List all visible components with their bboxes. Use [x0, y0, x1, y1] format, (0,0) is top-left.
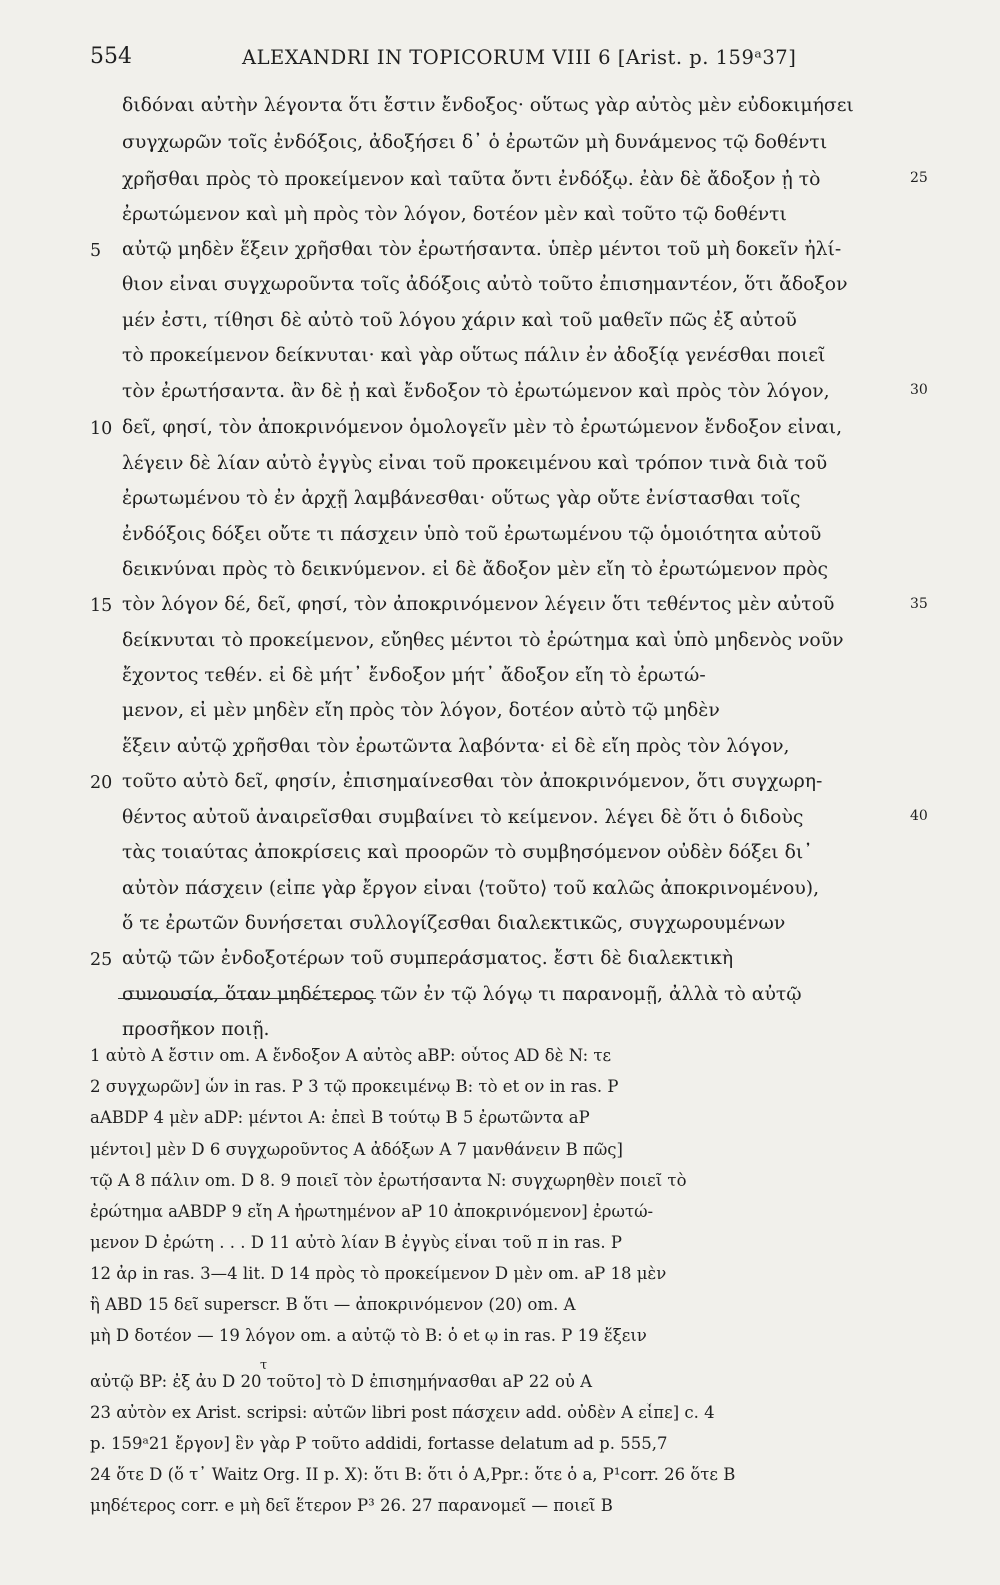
apparatus-line: μὴ D δοτέον — 19 λόγον om. a αὐτῷ τὸ B: ὁ et ῳ in ras. P 19 ἕξειν	[90, 1326, 647, 1345]
text-line: τὸν λόγον δέ, δεῖ, φησί, τὸν ἀποκρινόμενον λέγειν ὅτι τεθέντος μὲν αὐτοῦ	[122, 594, 835, 615]
running-head: ALEXANDRI IN TOPICORUM VIII 6 [Arist. p. 159ᵃ37]	[242, 46, 797, 69]
apparatus-line: αὐτῷ BP: ἐξ ἀυ D 20 τοῦτο] τὸ D ἐπισημήνασθαι aP 22 οὐ A	[90, 1372, 593, 1391]
apparatus-line: τῷ A 8 πάλιν om. D 8. 9 ποιεῖ τὸν ἐρωτήσαντα N: συγχωρηθὲν ποιεῖ τὸ	[90, 1171, 687, 1190]
apparatus-line: ἢ ABD 15 δεῖ superscr. B ὅτι — ἀποκρινόμενον (20) om. A	[90, 1295, 576, 1314]
line-number: 15	[90, 596, 113, 616]
apparatus-line: p. 159ᵃ21 ἔργον] ἓν γὰρ P τοῦτο addidi, fortasse delatum ad p. 555,7	[90, 1434, 668, 1453]
page-number: 554	[90, 44, 132, 69]
line-number: 20	[90, 773, 113, 793]
text-line: ἐρωτώμενον καὶ μὴ πρὸς τὸν λόγον, δοτέον μὲν καὶ τοῦτο τῷ δοθέντι	[122, 204, 787, 225]
text-line: ἐρωτωμένου τὸ ἐν ἀρχῇ λαμβάνεσθαι· οὕτως γὰρ οὔτε ἐνίστασθαι τοῖς	[122, 488, 801, 509]
text-line: διδόναι αὐτὴν λέγοντα ὅτι ἔστιν ἔνδοξος· οὕτως γὰρ αὐτὸς μὲν εὐδοκιμήσει	[122, 95, 854, 116]
text-line: μενον, εἰ μὲν μηδὲν εἴη πρὸς τὸν λόγον, δοτέον αὐτὸ τῷ μηδὲν	[122, 700, 720, 721]
apparatus-line: μηδέτερος corr. e μὴ δεῖ ἕτερον P³ 26. 27 παρανομεῖ — ποιεῖ B	[90, 1496, 613, 1515]
line-number: 5	[90, 241, 102, 261]
apparatus-line: μενον D ἐρώτη . . . D 11 αὐτὸ λίαν B ἐγγὺς εἶναι τοῦ π in ras. P	[90, 1233, 622, 1252]
text-line: αὐτῷ μηδὲν ἕξειν χρῆσθαι τὸν ἐρωτήσαντα. ὑπὲρ μέντοι τοῦ μὴ δοκεῖν ἠλί-	[122, 239, 842, 260]
line-number: 25	[90, 950, 113, 970]
page-header	[90, 44, 810, 80]
text-line: θιον εἶναι συγχωροῦντα τοῖς ἀδόξοις αὐτὸ τοῦτο ἐπισημαντέον, ὅτι ἄδοξον	[122, 274, 848, 295]
text-line: δείκνυται τὸ προκείμενον, εὔηθες μέντοι τὸ ἐρώτημα καὶ ὑπὸ μηδενὸς νοῦν	[122, 630, 844, 651]
text-line: τὰς τοιαύτας ἀποκρίσεις καὶ προορῶν τὸ συμβησόμενον οὐδὲν δόξει δι᾽	[122, 842, 813, 863]
text-line: ὅ τε ἐρωτῶν δυνήσεται συλλογίζεσθαι διαλεκτικῶς, συγχωρουμένων	[122, 913, 786, 934]
text-line: χρῆσθαι πρὸς τὸ προκείμενον καὶ ταῦτα ὄντι ἐνδόξῳ. ἐὰν δὲ ἄδοξον ᾖ τὸ	[122, 169, 821, 190]
apparatus-superscript: τ	[260, 1358, 268, 1373]
text-line: ἐνδόξοις δόξει οὔτε τι πάσχειν ὑπὸ τοῦ ἐρωτωμένου τῷ ὁμοιότητα αὐτοῦ	[122, 524, 822, 545]
apparatus-line: 23 αὐτὸν ex Arist. scripsi: αὐτῶν libri post πάσχειν add. οὐδὲν A εἶπε] c. 4	[90, 1403, 715, 1422]
text-line: θέντος αὐτοῦ ἀναιρεῖσθαι συμβαίνει τὸ κείμενον. λέγει δὲ ὅτι ὁ διδοὺς	[122, 807, 804, 828]
line-number: 40	[910, 808, 928, 824]
text-line: λέγειν δὲ λίαν αὐτὸ ἐγγὺς εἶναι τοῦ προκειμένου καὶ τρόπον τινὰ διὰ τοῦ	[122, 453, 828, 474]
line-number: 10	[90, 419, 113, 439]
text-line: δεῖ, φησί, τὸν ἀποκρινόμενον ὁμολογεῖν μὲν τὸ ἐρωτώμενον ἔνδοξον εἶναι,	[122, 417, 843, 438]
line-number: 30	[910, 382, 928, 398]
apparatus-line: 2 συγχωρῶν] ὧν in ras. P 3 τῷ προκειμένῳ B: τὸ et ον in ras. P	[90, 1077, 619, 1096]
footnote-separator	[118, 998, 376, 999]
text-line: τὸν ἐρωτήσαντα. ἂν δὲ ᾖ καὶ ἔνδοξον τὸ ἐρωτώμενον καὶ πρὸς τὸν λόγον,	[122, 381, 830, 402]
text-line: αὐτῷ τῶν ἐνδοξοτέρων τοῦ συμπεράσματος. ἔστι δὲ διαλεκτικὴ	[122, 948, 734, 969]
text-line: συγχωρῶν τοῖς ἐνδόξοις, ἀδοξήσει δ᾽ ὁ ἐρωτῶν μὴ δυνάμενος τῷ δοθέντι	[122, 132, 828, 153]
apparatus-line: ἐρώτημα aABDP 9 εἴη A ἠρωτημένον aP 10 ἀποκρινόμενον] ἐρωτώ-	[90, 1202, 654, 1221]
text-line: τοῦτο αὐτὸ δεῖ, φησίν, ἐπισημαίνεσθαι τὸν ἀποκρινόμενον, ὅτι συγχωρη-	[122, 771, 823, 792]
text-line: προσῆκον ποιῇ.	[122, 1019, 270, 1040]
apparatus-line: aABDP 4 μὲν aDP: μέντοι A: ἐπεὶ B τούτῳ B 5 ἐρωτῶντα aP	[90, 1108, 590, 1127]
text-line: τὸ προκείμενον δείκνυται· καὶ γὰρ οὕτως πάλιν ἐν ἀδοξίᾳ γενέσθαι ποιεῖ	[122, 345, 826, 366]
text-line: συνουσία, ὅταν μηδέτερος τῶν ἐν τῷ λόγῳ τι παρανομῇ, ἀλλὰ τὸ αὐτῷ	[122, 984, 802, 1005]
line-number: 35	[910, 596, 928, 612]
text-line: δεικνύναι πρὸς τὸ δεικνύμενον. εἰ δὲ ἄδοξον μὲν εἴη τὸ ἐρωτώμενον πρὸς	[122, 559, 829, 580]
text-line: ἔχοντος τεθέν. εἰ δὲ μήτ᾽ ἔνδοξον μήτ᾽ ἄδοξον εἴη τὸ ἐρωτώ-	[122, 665, 706, 686]
text-line: ἕξειν αὐτῷ χρῆσθαι τὸν ἐρωτῶντα λαβόντα· εἰ δὲ εἴη πρὸς τὸν λόγον,	[122, 736, 790, 757]
line-number: 25	[910, 170, 928, 186]
apparatus-line: 24 ὅτε D (ὅ τ᾽ Waitz Org. II p. X): ὅτι B: ὅτι ὁ A,Ppr.: ὅτε ὁ a, P¹corr. 26 ὅτε B	[90, 1465, 736, 1484]
text-line: αὐτὸν πάσχειν (εἶπε γὰρ ἔργον εἶναι ⟨τοῦτο⟩ τοῦ καλῶς ἀποκρινομένου),	[122, 878, 820, 899]
apparatus-line: μέντοι] μὲν D 6 συγχωροῦντος A ἀδόξων A 7 μανθάνειν B πῶς]	[90, 1140, 623, 1159]
text-line: μέν ἐστι, τίθησι δὲ αὐτὸ τοῦ λόγου χάριν καὶ τοῦ μαθεῖν πῶς ἐξ αὐτοῦ	[122, 310, 797, 331]
apparatus-line: 1 αὐτὸ A ἔστιν om. A ἔνδοξον A αὐτὸς aBP: οὗτος AD δὲ N: τε	[90, 1046, 612, 1065]
apparatus-line: 12 ἀρ in ras. 3—4 lit. D 14 πρὸς τὸ προκείμενον D μὲν om. aP 18 μὲν	[90, 1264, 667, 1283]
